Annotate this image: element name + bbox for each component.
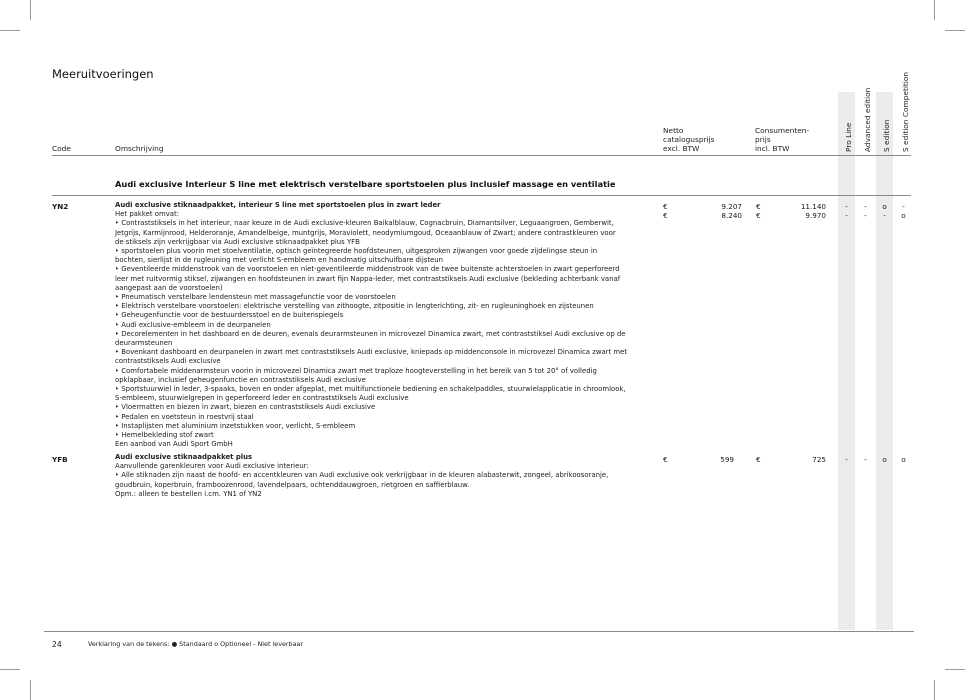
description-line: Aanvullende garenkleuren voor Audi exclusive interieur: [115,462,309,471]
description-line: Audi exclusive stiknaadpakket plus [115,453,253,461]
crop-mark [945,30,965,31]
crop-mark [30,680,31,700]
description-line: bochten, sierlijst in de rugleuning met verlicht S-embleem en handmatig uitschuifbare dijsteun [115,256,444,265]
option-code: YFB [52,455,68,464]
edition-header-wrap [901,71,910,153]
net-price-line: Netto [663,126,684,135]
description-line: ‣ Vloermatten en biezen in zwart, biezen en contraststiksels Audi exclusive [115,403,376,412]
currency-symbol: € [663,211,668,220]
edition-header-wrap [882,119,891,153]
description-line: ‣ sportstoelen plus voorin met stoelventilatie, optisch geïntegreerde hoofdsteunen, uitgesproken zijwangen voor goede zijdelingse steun in [115,247,598,256]
currency-symbol: € [756,455,761,464]
availability-s-edition-competition: o [901,211,906,220]
description-line: contraststiksels Audi exclusive [115,357,221,366]
description-line: opklapbaar, inclusief geheugenfunctie en contraststiksels Audi exclusive [115,375,366,384]
description-line: ‣ Alle stiknaden zijn naast de hoofd- en accentkleuren van Audi exclusive ook verkrijgbaar in de kleuren alabasterwit, zongeel, abrikoosoranje, [115,471,609,480]
description-line: aangepast aan de voorstoelen) [115,283,223,292]
column-header-s-edition: S edition [882,119,891,152]
availability-pro-line: - [845,455,848,464]
net-price: 9.207 [721,202,742,211]
crop-mark [30,0,31,20]
availability-s-edition-competition: o [901,455,906,464]
description-line: Opm.: alleen te bestellen i.cm. YN1 of YN2 [115,489,262,498]
availability-s-edition: o [882,202,887,211]
description-line: leer met ruitvormig stiksel, zijwangen en hoofdsteunen in zwart fijn Nappa-leder, met contraststiksels Audi exclusive (bekleding achterbank vanaf [115,274,621,283]
description-line: ‣ Comfortabele middenarmsteun voorin in microvezel Dinamica zwart met traploze hoogteverstelling in het bereik van 5 tot 20° of volledig [115,366,597,375]
description-line: deurarmsteunen [115,339,173,348]
currency-symbol: € [663,202,668,211]
net-price-line: excl. BTW [663,144,700,153]
availability-s-edition: o [882,455,887,464]
edition-column-shade [876,92,893,630]
description-line: ‣ Contraststiksels in het interieur, naar keuze in de Audi exclusive-kleuren Baikalblauw, Cognacbruin, Diamantsilver, Leguaangroen, Gemberwit, [115,219,614,228]
availability-pro-line: - [845,211,848,220]
crop-mark [945,669,965,670]
currency-symbol: € [756,202,761,211]
option-description [115,201,640,449]
description-line: Audi exclusive stiknaadpakket, interieur S line met sportstoelen plus in zwart leder [115,201,441,209]
option-code: YN2 [52,202,69,211]
description-line: ‣ Instaplijsten met aluminium inzetstukken voor, verlicht, S-embleem [115,421,356,430]
description-line: ‣ Hemelbekleding stof zwart [115,431,214,440]
description-line: ‣ Pneumatisch verstelbare lendensteun met massagefunctie voor de voorstoelen [115,293,396,302]
description-line: ‣ Pedalen en voetsteun in roestvrij staal [115,412,254,421]
description-line: ‣ Elektrisch verstelbare voorstoelen: elektrische verstelling van zithoogte, zitpositie in lengterichting, zit- en rugleuninghoek en zijsteunen [115,302,594,311]
description-line: ‣ Decorelementen in het dashboard en de deuren, evenals deurarmsteunen in microvezel Dinamica zwart, met contraststiksel Audi exclusive op de [115,329,626,338]
availability-pro-line: - [845,202,848,211]
description-line: ‣ Geheugenfunctie voor de bestuurdersstoel en de buitenspiegels [115,311,344,320]
column-header-s-edition-competition: S edition Competition [901,71,910,152]
edition-header-wrap [863,87,872,153]
crop-mark [0,30,20,31]
consumer-price-line: incl. BTW [755,144,790,153]
net-price: 599 [720,455,734,464]
column-header-description: Omschrijving [115,144,164,153]
description-line: de stiksels zijn verkrijgbaar via Audi exclusive stiknaadpakket plus YFB [115,237,360,246]
column-header-net-price [663,126,715,153]
crop-mark [934,680,935,700]
description-line: goudbruin, koperbruin, framboozenrood, lavendelpaars, ochtenddauwgroen, rietgroen en saffierblauw. [115,480,470,489]
edition-header-wrap [844,122,853,153]
column-header-advanced-edition: Advanced edition [863,87,872,152]
description-line: ‣ Sportstuurwiel in leder, 3-spaaks, boven en onder afgeplat, met multifunctionele bediening en schakelpaddles, stuurwielapplicatie in chroomlook, [115,385,626,394]
currency-symbol: € [756,211,761,220]
description-line: Jetgrijs, Karmijnrood, Helderoranje, Amandelbeige, muntgrijs, Moraviolett, neodymiumgoud, Oceaanblauw of Zwart; andere contrastkleuren voor [115,228,616,237]
availability-advanced-edition: - [864,455,867,464]
page-number: 24 [52,640,62,649]
section-title: Audi exclusive Interieur S line met elektrisch verstelbare sportstoelen plus inclusief massage en ventilatie [115,179,616,189]
consumer-price-line: Consumenten- [755,126,810,135]
description-line: Een aanbod van Audi Sport GmbH [115,440,233,449]
footer-rule [44,631,914,632]
legend-note: Verklaring van de tekens: ● Standaard o Optioneel - Niet leverbaar [88,640,304,648]
page-title: Meeruitvoeringen [52,67,154,81]
edition-column-shade [838,92,855,630]
net-price-line: catalogusprijs [663,135,715,144]
column-header-consumer-price [755,126,809,153]
description-line: ‣ Bovenkant dashboard en deurpanelen in zwart met contraststiksels Audi exclusive, kniepads op middenconsole in microvezel Dinamica zwart met [115,348,628,357]
net-price: 8.240 [721,211,742,220]
availability-advanced-edition: - [864,202,867,211]
consumer-price-line: prijs [755,135,771,144]
description-line: Het pakket omvat: [115,210,180,219]
crop-mark [934,0,935,20]
availability-s-edition: - [883,211,886,220]
consumer-price: 9.970 [805,211,826,220]
description-line: ‣ Audi exclusive-embleem in de deurpanelen [115,320,271,329]
availability-advanced-edition: - [864,211,867,220]
currency-symbol: € [663,455,668,464]
consumer-price: 725 [812,455,826,464]
availability-s-edition-competition: - [902,202,905,211]
consumer-price: 11.140 [800,202,826,211]
header-rule [52,155,911,156]
option-description [115,453,640,499]
column-header-code: Code [52,144,71,153]
description-line: S-embleem, stuurwielgrepen in geperforeerd leder en contraststiksels Audi exclusive [115,394,409,403]
crop-mark [0,669,20,670]
section-rule [52,195,911,196]
description-line: ‣ Geventileerde middenstrook van de voorstoelen en niet-geventileerde middenstrook van de twee buitenste achterstoelen in zwart geperforeerd [115,265,620,274]
column-header-pro-line: Pro Line [844,122,853,152]
